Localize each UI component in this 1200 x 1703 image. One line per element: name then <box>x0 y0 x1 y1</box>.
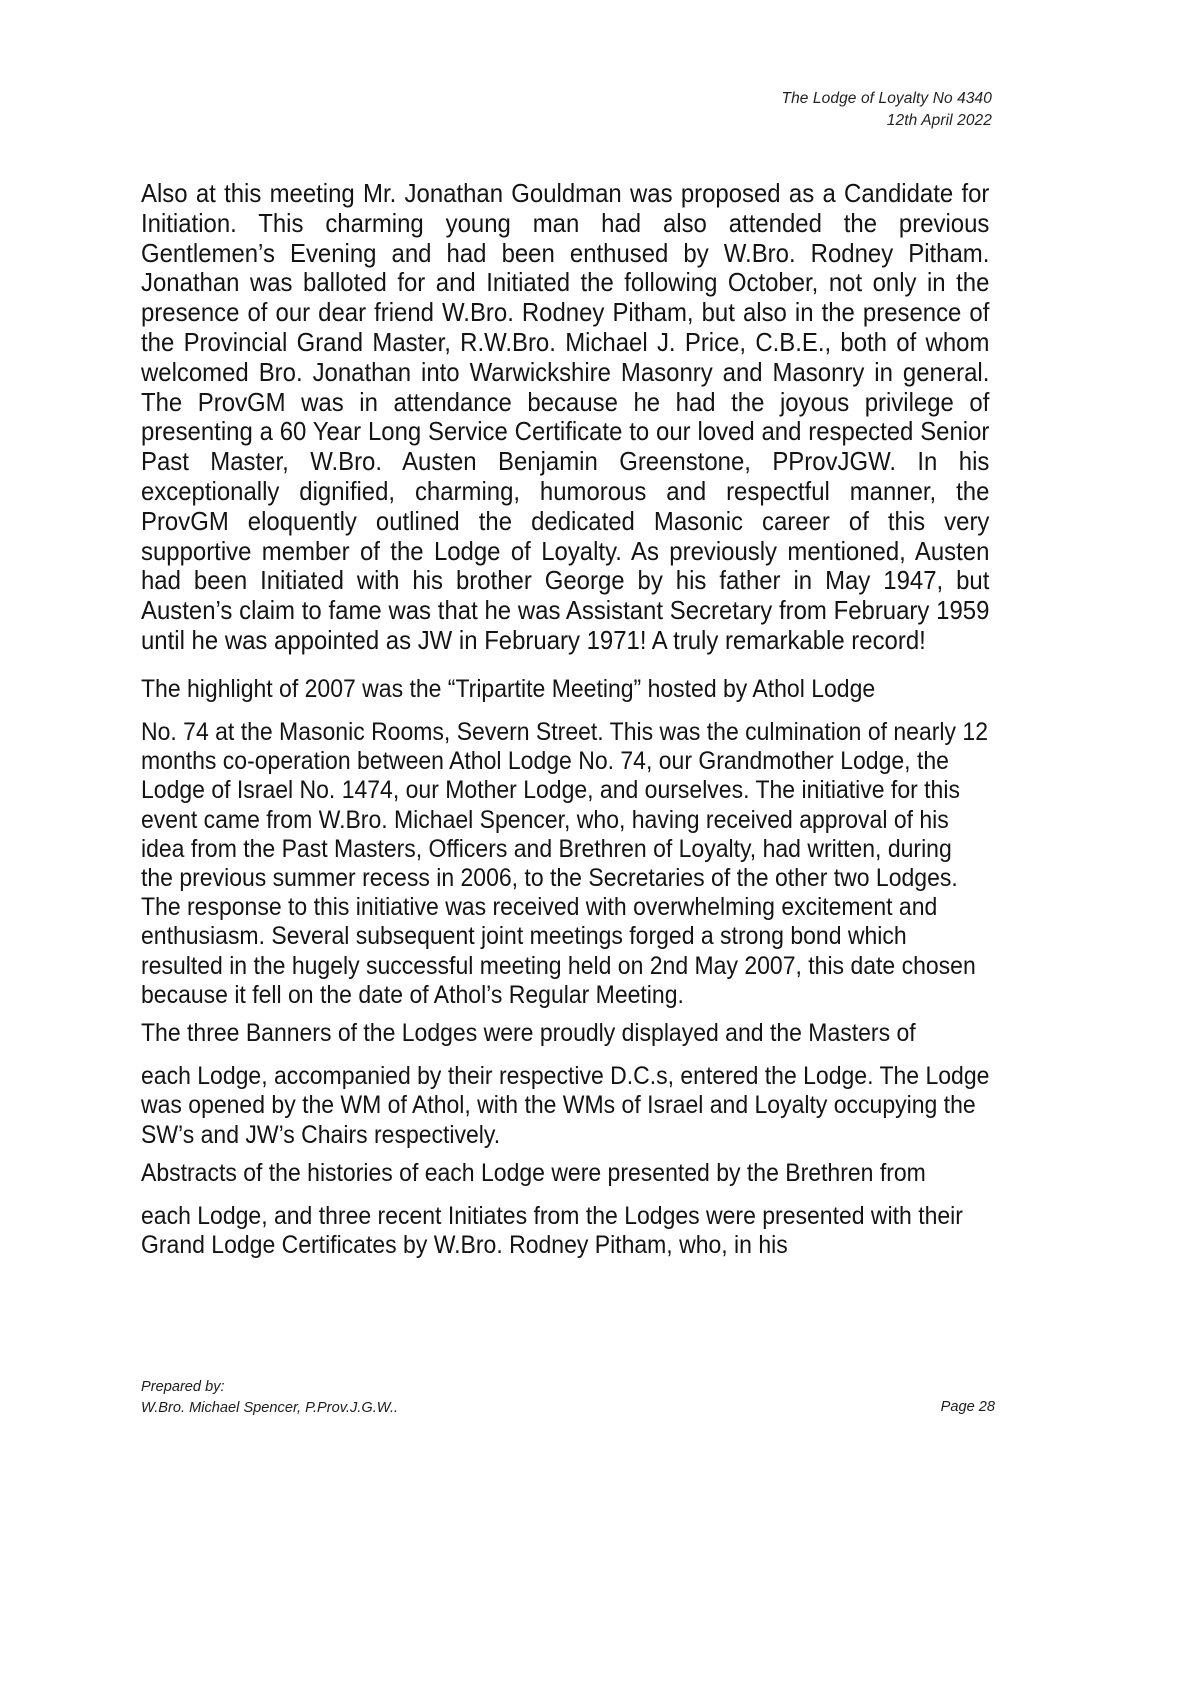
paragraph-4 <box>141 1159 989 1261</box>
page-header <box>782 88 992 132</box>
paragraph-2-body-text: No. 74 at the Masonic Rooms, Severn Street. This was the culmination of nearly 12 months co-operation between Athol Lodge No. 74, our Grandmother Lodge, the Lodge of Israel No. 1474, our Mother Lodge, and ourselves. The initiative for this event came from W.Bro. Michael Spencer, who, having received approval of his idea from the Past Masters, Officers and Brethren of Loyalty, had written, during the previous summer recess in 2006, to the Secretaries of the other two Lodges. The response to this initiative was received with overwhelming excitement and enthusiasm. Several subsequent joint meetings forged a strong bond which resulted in the hugely successful meeting held on 2nd May 2007, this date chosen because it fell on the date of Athol’s Regular Meeting. <box>141 718 988 1009</box>
paragraph-1 <box>141 180 989 657</box>
paragraph-4-rest-wrap <box>141 1202 989 1260</box>
paragraph-2-rest-wrap <box>141 718 989 1010</box>
footer-prepared-by-name: W.Bro. Michael Spencer, P.Prov.J.G.W.. <box>141 1399 399 1416</box>
paragraph-2-lead-wrap <box>141 675 989 704</box>
document-body <box>141 180 989 1269</box>
paragraph-2 <box>141 675 989 1010</box>
paragraph-4-lead-wrap <box>141 1159 989 1188</box>
footer-prepared-by-label: Prepared by: <box>141 1378 225 1395</box>
page-footer <box>141 1377 1059 1419</box>
header-lodge-name: The Lodge of Loyalty No 4340 <box>781 90 992 107</box>
paragraph-3-lead-wrap <box>141 1019 989 1048</box>
paragraph-3-lead-line: The three Banners of the Lodges were proudly displayed and the Masters of <box>141 1019 916 1047</box>
paragraph-1-text: Also at this meeting Mr. Jonathan Gouldman was proposed as a Candidate for Initiation. This charming young man had also attended the previous Gentlemen’s Evening and had been enthused by W.Bro. Rodney Pitham. Jonathan was balloted for and Initiated the following October, not only in the presence of our dear friend W.Bro. Rodney Pitham, but also in the presence of the Provincial Grand Master, R.W.Bro. Michael J. Price, C.B.E., both of whom welcomed Bro. Jonathan into Warwickshire Masonry and Masonry in general. The ProvGM was in attendance because he had the joyous privilege of presenting a 60 Year Long Service Certificate to our loved and respected Senior Past Master, W.Bro. Austen Benjamin Greenstone, PProvJGW. In his exceptionally dignified, charming, humorous and respectful manner, the ProvGM eloquently outlined the dedicated Masonic career of this very supportive member of the Lodge of Loyalty. As previously mentioned, Austen had been Initiated with his brother George by his father in May 1947, but Austen’s claim to fame was that he was Assistant Secretary from February 1959 until he was appointed as JW in February 1971! A truly remarkable record! <box>141 180 990 655</box>
footer-page-number: Page 28 <box>940 1398 995 1415</box>
paragraph-3 <box>141 1019 989 1150</box>
paragraph-3-rest-wrap <box>141 1062 989 1150</box>
paragraph-2-lead-line: The highlight of 2007 was the “Tripartite Meeting” hosted by Athol Lodge <box>141 675 876 703</box>
paragraph-3-body-text: each Lodge, accompanied by their respective D.C.s, entered the Lodge. The Lodge was opened by the WM of Athol, with the WMs of Israel and Loyalty occupying the SW’s and JW’s Chairs respectively. <box>141 1063 990 1149</box>
paragraph-4-body-text: each Lodge, and three recent Initiates from the Lodges were presented with their Grand Lodge Certificates by W.Bro. Rodney Pitham, who, in his <box>141 1203 963 1260</box>
paragraph-4-lead-line: Abstracts of the histories of each Lodge were presented by the Brethren from <box>141 1159 926 1187</box>
footer-prepared-by <box>141 1377 398 1419</box>
header-date: 12th April 2022 <box>886 112 992 129</box>
